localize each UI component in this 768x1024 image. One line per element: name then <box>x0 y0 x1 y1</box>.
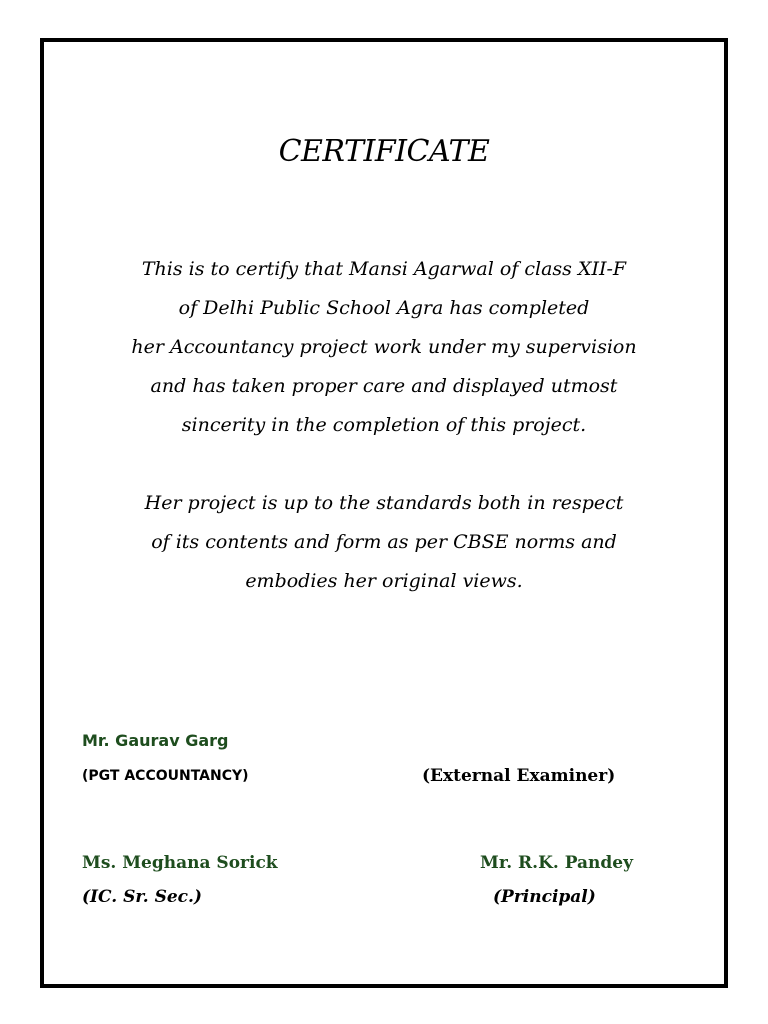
paragraph-line: of its contents and form as per CBSE norms and <box>151 531 617 553</box>
incharge-role: (IC. Sr. Sec.) <box>82 887 202 907</box>
paragraph-line: and has taken proper care and displayed utmost <box>150 375 618 397</box>
certificate-title: CERTIFICATE <box>278 134 490 169</box>
incharge-name: Ms. Meghana Sorick <box>82 853 278 873</box>
paragraph-line: Her project is up to the standards both in respect <box>144 492 624 514</box>
external-examiner-label: (External Examiner) <box>422 766 616 786</box>
standards-paragraph <box>0 484 768 601</box>
paragraph-line: sincerity in the completion of this project. <box>181 414 587 436</box>
principal-name: Mr. R.K. Pandey <box>480 853 633 873</box>
teacher-role: (PGT ACCOUNTANCY) <box>82 768 249 784</box>
teacher-name: Mr. Gaurav Garg <box>82 731 229 750</box>
paragraph-line: embodies her original views. <box>245 570 523 592</box>
paragraph-line: her Accountancy project work under my supervision <box>131 336 637 358</box>
principal-role: (Principal) <box>493 887 596 907</box>
paragraph-line: This is to certify that Mansi Agarwal of class XII-F <box>141 258 627 280</box>
paragraph-line: of Delhi Public School Agra has completed <box>178 297 590 319</box>
certification-paragraph <box>0 250 768 445</box>
